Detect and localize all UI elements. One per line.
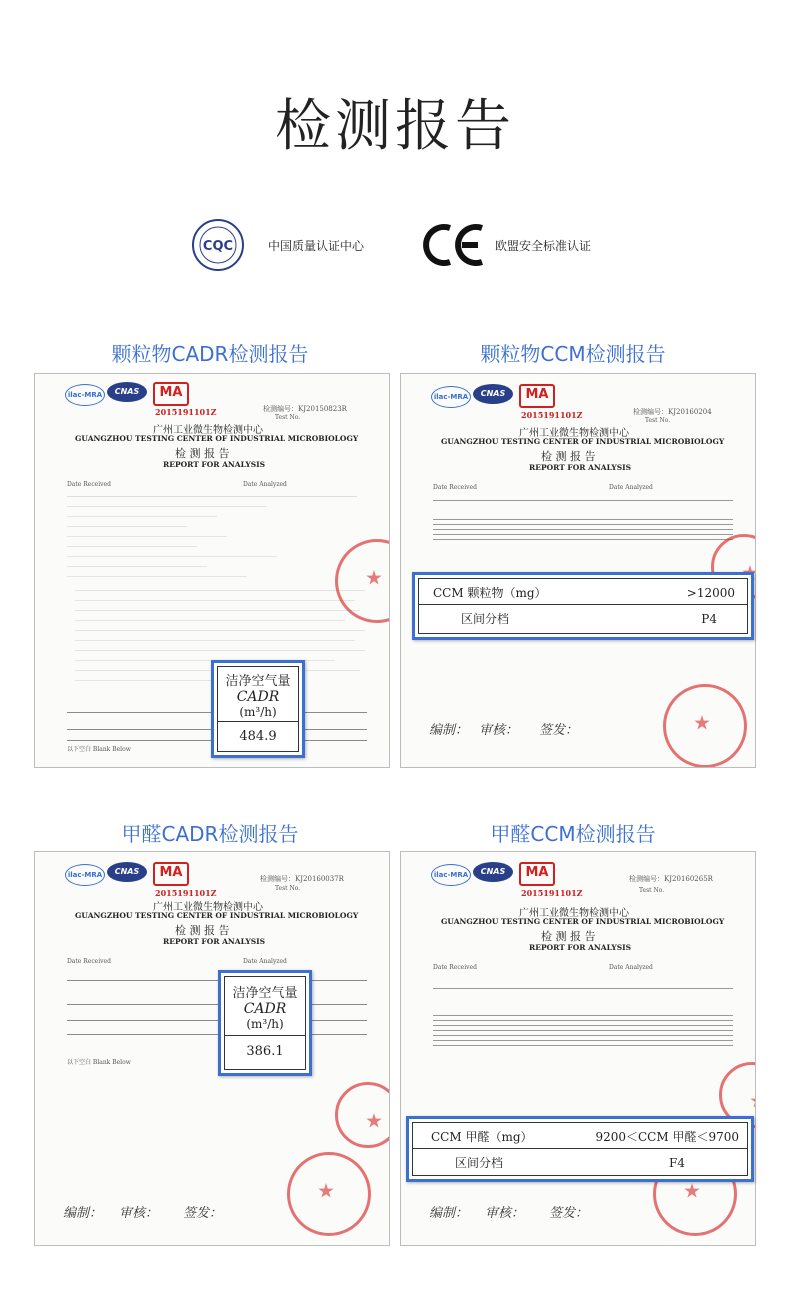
date-analyzed: Date Analyzed [243,481,287,488]
test-number: 检测编号：KJ20160265R [629,875,713,883]
center-name-cn: 广州工业微生物检测中心 [519,428,629,439]
issuer-label: 签发： [539,723,579,738]
grade-label: 区间分档 [461,612,510,626]
date-received: Date Received [67,958,111,965]
seal-stamp-icon [287,1152,371,1236]
report-title-en: REPORT FOR ANALYSIS [529,943,632,952]
center-name-en: GUANGZHOU TESTING CENTER OF INDUSTRIAL MICROBIOLOGY [75,911,359,920]
report-title-cn: 检 测 报 告 [541,450,596,463]
center-name-en: GUANGZHOU TESTING CENTER OF INDUSTRIAL MICROBIOLOGY [441,437,725,446]
date-received: Date Received [433,964,477,971]
blank-below: 以下空白 Blank Below [67,1059,131,1066]
report-title-en: REPORT FOR ANALYSIS [163,460,266,469]
report-title-en: REPORT FOR ANALYSIS [529,463,632,472]
grade-label: 区间分档 [455,1156,504,1170]
test-no-en: Test No. [645,417,671,424]
callout-cn: 洁净空气量 [232,986,298,1001]
issuer-label: 签发： [183,1206,223,1221]
callout-unit: (m³/h) [218,705,298,722]
center-name-cn: 广州工业微生物检测中心 [153,425,263,436]
cnas-logo: CNAS [473,862,513,882]
center-name-cn: 广州工业微生物检测中心 [153,902,263,913]
callout-hcho-ccm [406,1116,754,1182]
ccm-value: 9200＜CCM 甲醛＜9700 [595,1130,739,1144]
report-title-cn: 检 测 报 告 [175,924,230,937]
test-number: 检测编号：KJ20160204 [633,408,712,416]
section-title-pm-ccm: 颗粒物CCM检测报告 [480,342,666,366]
report-title-cn: 检 测 报 告 [175,447,230,460]
editor-label: 编制： [429,1206,469,1221]
page-title: 检测报告 [275,94,515,159]
callout-value: 386.1 [246,1044,284,1059]
section-title-hcho-cadr: 甲醛CADR检测报告 [121,822,299,846]
ilac-logo: ilac-MRA [65,384,105,406]
callout-pm-cadr [211,660,305,758]
cnas-logo: CNAS [107,862,147,882]
test-no-en: Test No. [275,885,301,892]
svg-text:CQC: CQC [202,239,234,254]
grade-value: F4 [669,1155,685,1170]
ilac-logo: ilac-MRA [431,386,471,408]
date-received: Date Received [433,484,477,491]
cert-code: 2015191101Z [155,888,217,898]
report-pm-ccm [400,373,756,768]
callout-cadr: CADR [243,1001,287,1017]
section-title-hcho-ccm: 甲醛CCM检测报告 [490,822,656,846]
date-analyzed: Date Analyzed [243,958,287,965]
cqc-logo-icon [190,218,246,272]
ccm-value: >12000 [686,585,735,600]
data-table [433,988,733,1050]
report-title-en: REPORT FOR ANALYSIS [163,937,266,946]
ce-logo-icon [420,222,488,268]
data-table [433,500,733,544]
seal-stamp-icon [663,684,747,768]
ma-logo: MA [519,862,555,886]
cert-code: 2015191101Z [521,888,583,898]
cqc-label: 中国质量认证中心 [268,239,365,253]
checker-label: 审核： [119,1206,159,1221]
callout-cadr: CADR [236,689,280,705]
seal-stamp-icon [335,1082,390,1148]
ma-logo: MA [519,384,555,408]
section-title-pm-cadr: 颗粒物CADR检测报告 [111,342,309,366]
test-number: 检测编号：KJ20150823R [263,405,347,413]
callout-unit: (m³/h) [225,1017,305,1036]
editor-label: 编制： [63,1206,103,1221]
ce-label: 欧盟安全标准认证 [495,239,592,253]
date-analyzed: Date Analyzed [609,484,653,491]
callout-pm-ccm [412,572,754,640]
ilac-logo: ilac-MRA [65,864,105,886]
test-number: 检测编号：KJ20160037R [260,875,344,883]
report-title-cn: 检 测 报 告 [541,930,596,943]
cert-code: 2015191101Z [521,410,583,420]
cnas-logo: CNAS [473,384,513,404]
grade-value: P4 [701,611,717,626]
cnas-logo: CNAS [107,382,147,402]
callout-hcho-cadr [218,970,312,1076]
date-received: Date Received [67,481,111,488]
issuer-label: 签发： [549,1206,589,1221]
checker-label: 审核： [485,1206,525,1221]
date-analyzed: Date Analyzed [609,964,653,971]
blank-below: 以下空白 Blank Below [67,746,131,753]
center-name-en: GUANGZHOU TESTING CENTER OF INDUSTRIAL MICROBIOLOGY [441,917,725,926]
ilac-logo: ilac-MRA [431,864,471,886]
ma-logo: MA [153,862,189,886]
checker-label: 审核： [479,723,519,738]
editor-label: 编制： [429,723,469,738]
report-hcho-ccm [400,851,756,1246]
report-hcho-cadr [34,851,390,1246]
ce-cert [420,218,620,272]
test-no-en: Test No. [275,414,301,421]
cert-code: 2015191101Z [155,407,217,417]
callout-cn: 洁净空气量 [225,674,291,689]
callout-value: 484.9 [239,729,277,744]
test-no-en: Test No. [639,887,665,894]
cqc-cert [190,218,390,272]
ccm-label: CCM 颗粒物（mg） [433,586,547,600]
center-name-cn: 广州工业微生物检测中心 [519,908,629,919]
ccm-label: CCM 甲醛（mg） [431,1130,533,1144]
ma-logo: MA [153,382,189,406]
center-name-en: GUANGZHOU TESTING CENTER OF INDUSTRIAL MICROBIOLOGY [75,434,359,443]
